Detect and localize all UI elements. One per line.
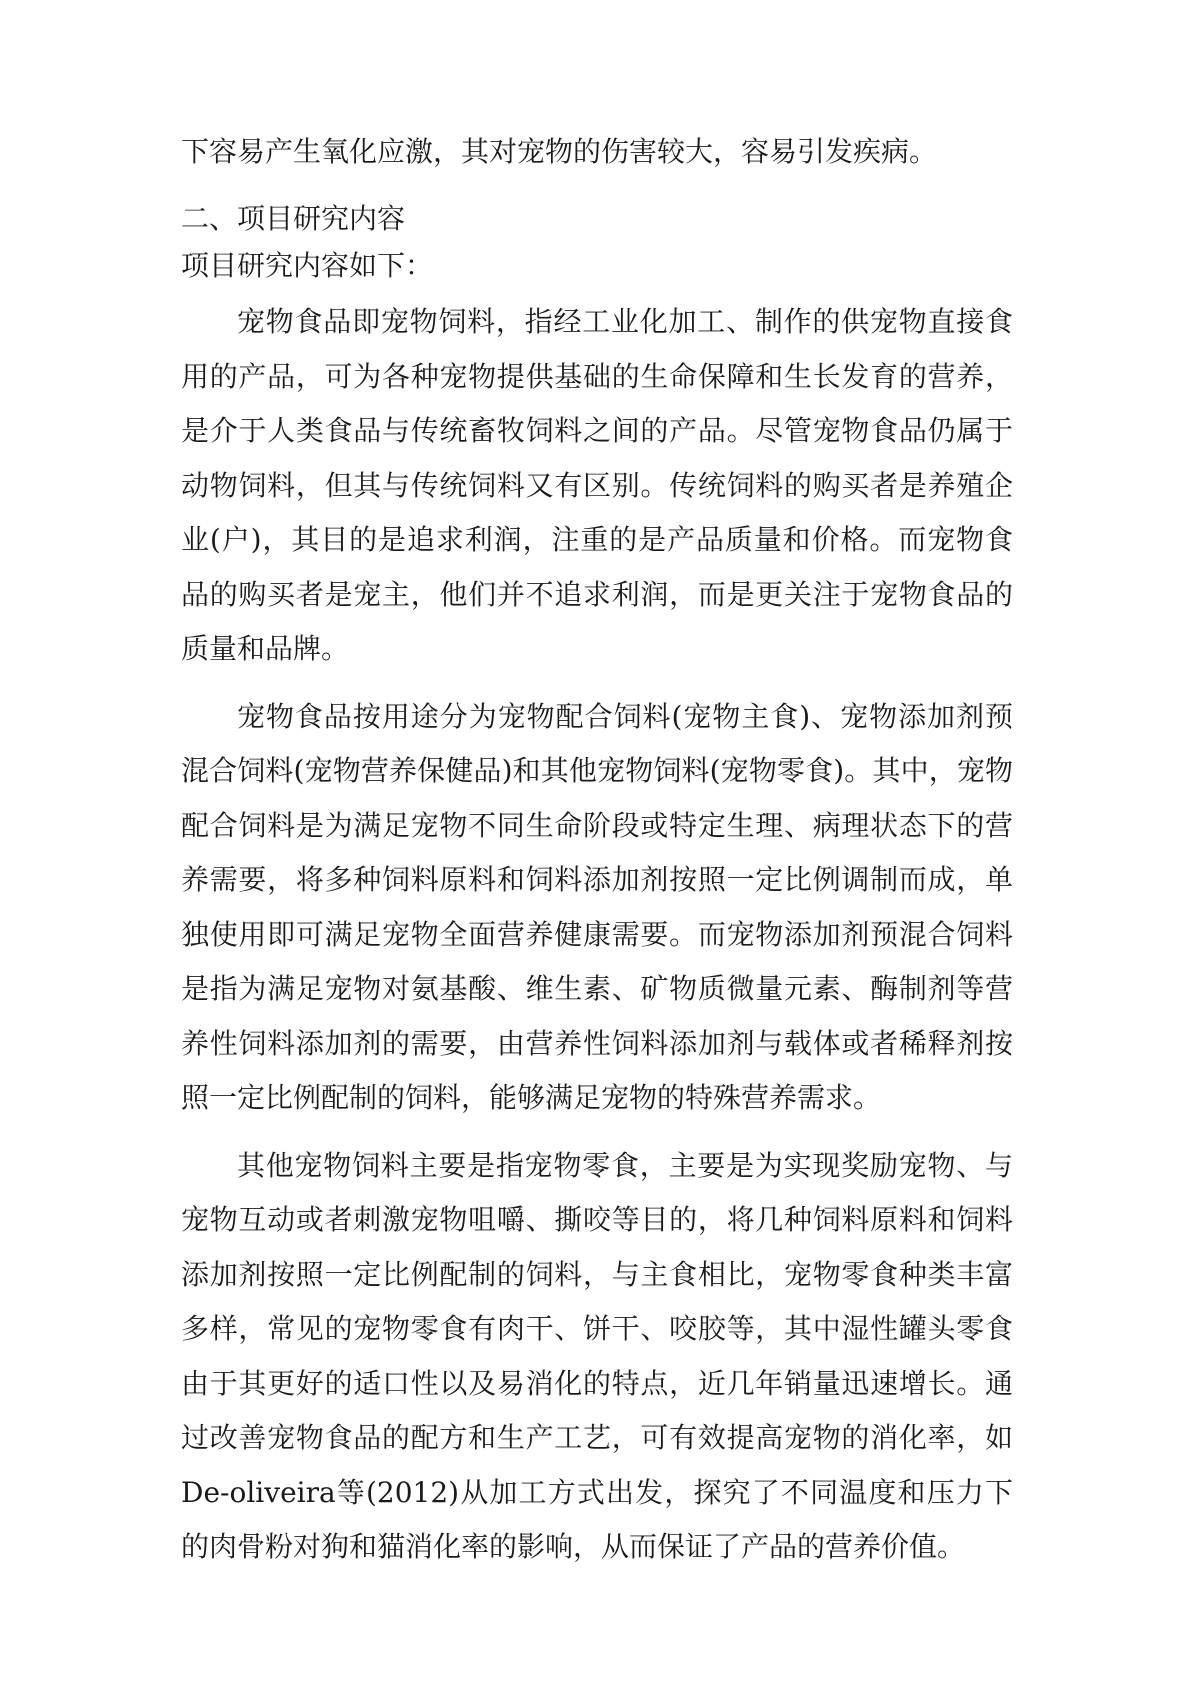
body-paragraph-1: 宠物食品即宠物饲料，指经工业化加工、制作的供宠物直接食用的产品，可为各种宠物提供基础的生命保障和生长发育的营养，是介于人类食品与传统畜牧饲料之间的产品。尽管宠物食品仍属于动物饲料，但其与传统饲料又有区别。传统饲料的购买者是养殖企业(户)，其目的是追求利润，注重的是产品质量和价格。而宠物食品的购买者是宠主，他们并不追求利润，而是更关注于宠物食品的质量和品牌。 [181,305,1013,665]
continued-line: 下容易产生氧化应激，其对宠物的伤害较大，容易引发疾病。 [181,135,938,168]
document-page [181,128,1013,1575]
section-heading: 二、项目研究内容 [181,202,406,235]
body-paragraph-3: 其他宠物饲料主要是指宠物零食，主要是为实现奖励宠物、与宠物互动或者刺激宠物咀嚼、撕咬等目的，将几种饲料原料和饲料添加剂按照一定比例配制的饲料，与主食相比，宠物零食种类丰富多样，常见的宠物零食有肉干、饼干、咬胶等，其中湿性罐头零食由于其更好的适口性以及易消化的特点，近几年销量迅速增长。通过改善宠物食品的配方和生产工艺，可有效提高宠物的消化率，如De-oliveira等(2012)从加工方式出发，探究了不同温度和压力下的肉骨粉对狗和猫消化率的影响，从而保证了产品的营养价值。 [181,1148,1013,1563]
intro-line: 项目研究内容如下： [181,249,434,282]
body-paragraph-2: 宠物食品按用途分为宠物配合饲料(宠物主食)、宠物添加剂预混合饲料(宠物营养保健品)和其他宠物饲料(宠物零食)。其中，宠物配合饲料是为满足宠物不同生命阶段或特定生理、病理状态下的营养需要，将多种饲料原料和饲料添加剂按照一定比例调制而成，单独使用即可满足宠物全面营养健康需要。而宠物添加剂预混合饲料是指为满足宠物对氨基酸、维生素、矿物质微量元素、酶制剂等营养性饲料添加剂的需要，由营养性饲料添加剂与载体或者稀释剂按照一定比例配制的饲料，能够满足宠物的特殊营养需求。 [181,699,1013,1114]
